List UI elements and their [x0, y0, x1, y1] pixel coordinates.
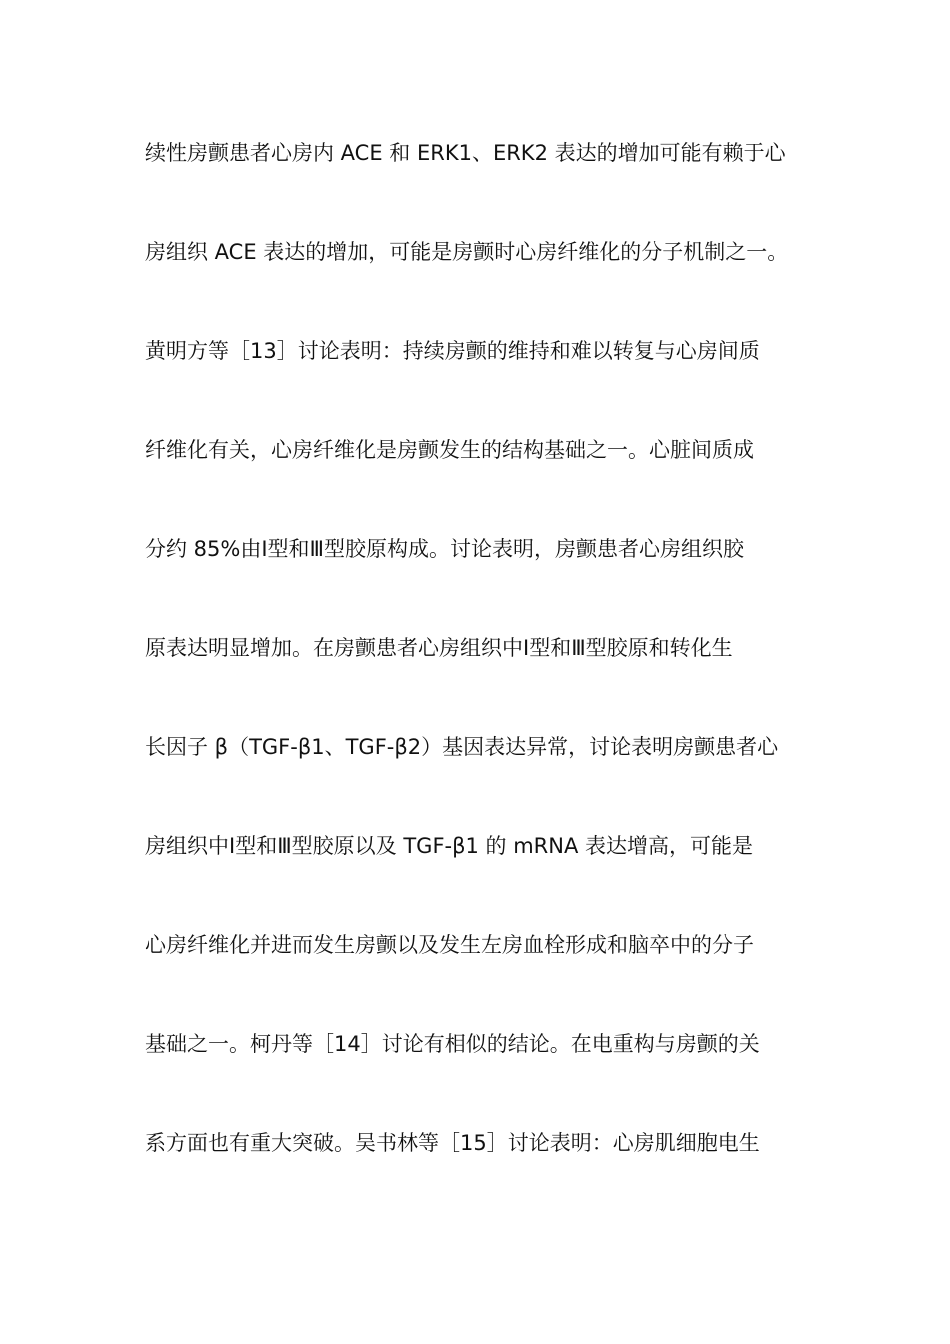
text-line: 分约 85%由Ⅰ型和Ⅲ型胶原构成。讨论表明，房颤患者心房组织胶: [145, 537, 745, 561]
text-line: 黄明方等［13］讨论表明：持续房颤的维持和难以转复与心房间质: [145, 339, 760, 363]
text-line: 房组织中Ⅰ型和Ⅲ型胶原以及 TGF-β1 的 mRNA 表达增高，可能是: [145, 834, 754, 858]
text-line: 心房纤维化并进而发生房颤以及发生左房血栓形成和脑卒中的分子: [145, 933, 754, 957]
text-line: 长因子 β（TGF-β1、TGF-β2）基因表达异常，讨论表明房颤患者心: [145, 735, 779, 759]
text-line: 基础之一。柯丹等［14］讨论有相似的结论。在电重构与房颤的关: [145, 1032, 760, 1056]
text-line: 系方面也有重大突破。吴书林等［15］讨论表明：心房肌细胞电生: [145, 1131, 760, 1155]
text-line: 原表达明显增加。在房颤患者心房组织中Ⅰ型和Ⅲ型胶原和转化生: [145, 636, 733, 660]
text-line: 房组织 ACE 表达的增加，可能是房颤时心房纤维化的分子机制之一。: [145, 240, 789, 264]
text-line: 续性房颤患者心房内 ACE 和 ERK1、ERK2 表达的增加可能有赖于心: [145, 141, 786, 165]
text-line: 纤维化有关，心房纤维化是房颤发生的结构基础之一。心脏间质成: [145, 438, 754, 462]
